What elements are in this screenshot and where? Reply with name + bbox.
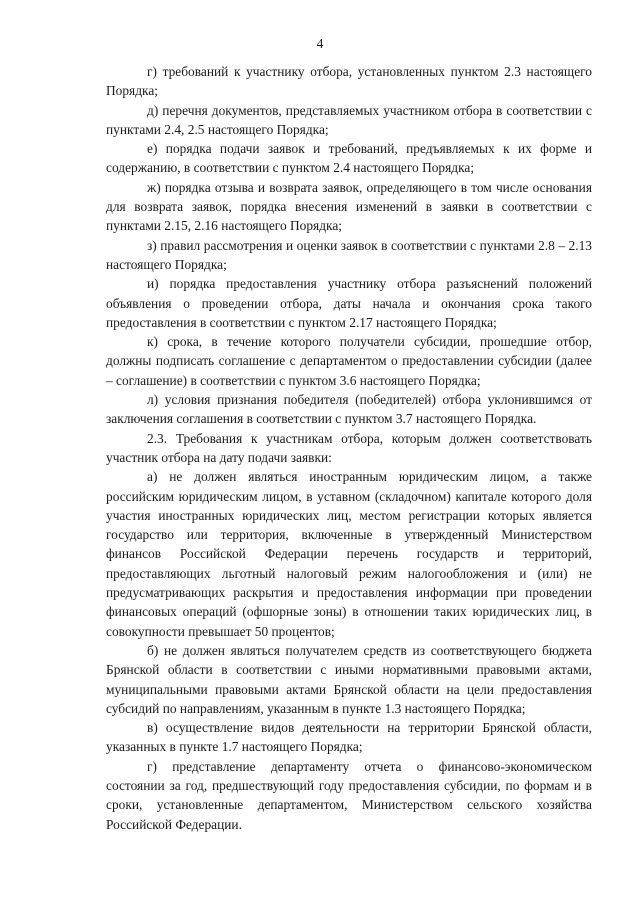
paragraph-item-a-foreign-entity: а) не должен являться иностранным юридическим лицом, а также российским юридическим лицом, в уставном (складочном) капитале которого доля участия иностранных юридических лиц, местом регистрации которых является государство или территория, включенные в утвержденный Министерством финансов Российской Федерации перечень государств и территорий, предоставляющих льготный налоговый режим налогообложения и (или) не предусматривающих раскрытия и предоставления информации при проведении финансовых операций (офшорные зоны) в отношении таких юридических лиц, в совокупности превышает 50 процентов; [106,469,592,639]
paragraph-item-l-evasion: л) условия признания победителя (победителей) отбора уклонившимся от заключения соглашения в соответствии с пунктом 3.7 настоящего Порядка. [106,392,592,427]
paragraph-item-d-documents: д) перечня документов, представляемых участником отбора в соответствии с пунктами 2.4, 2.5 настоящего Порядка; [106,102,592,137]
paragraph-item-k-agreement-term: к) срока, в течение которого получатели субсидии, прошедшие отбор, должны подписать соглашение с департаментом о предоставлении субсидии (далее – соглашение) в соответствии с пунктом 3.6 настоящего Порядка; [106,334,592,388]
paragraph-item-e-submission: е) порядка подачи заявок и требований, предъявляемых к их форме и содержанию, в соответствии с пунктом 2.4 настоящего Порядка; [106,141,592,176]
paragraph-item-v-activity: в) осуществление видов деятельности на территории Брянской области, указанных в пункте 1.7 настоящего Порядка; [106,720,592,755]
paragraph-item-g-report: г) представление департаменту отчета о финансово-экономическом состоянии за год, предшествующий году предоставления субсидии, по формам и в сроки, установленные департаментом, Министерством сельского хозяйства Российской Федерации. [106,758,592,832]
section-2-3-heading: 2.3. Требования к участникам отбора, которым должен соответствовать участник отбора на дату подачи заявки: [106,430,592,465]
paragraph-item-g-requirements: г) требований к участнику отбора, установленных пунктом 2.3 настоящего Порядка; [106,64,592,99]
paragraph-item-i-clarifications: и) порядка предоставления участнику отбора разъяснений положений объявления о проведении отбора, даты начала и окончания срока такого предоставления в соответствии с пунктом 2.17 настоящего Порядка; [106,276,592,330]
paragraph-item-b-budget-funds: б) не должен являться получателем средств из соответствующего бюджета Брянской области в соответствии с иными нормативными правовыми актами, муниципальными правовыми актами Брянской области на цели предоставления субсидий по направлениям, указанным в пункте 1.3 настоящего Порядка; [106,642,592,716]
document-body [106,62,592,834]
paragraph-item-z-review-rules: з) правил рассмотрения и оценки заявок в соответствии с пунктами 2.8 – 2.13 настоящего Порядка; [106,237,592,272]
paragraph-item-zh-withdrawal: ж) порядка отзыва и возврата заявок, определяющего в том числе основания для возврата заявок, порядка внесения изменений в заявки в соответствии с пунктами 2.15, 2.16 настоящего Порядка; [106,179,592,234]
page-number: 4 [316,36,324,51]
